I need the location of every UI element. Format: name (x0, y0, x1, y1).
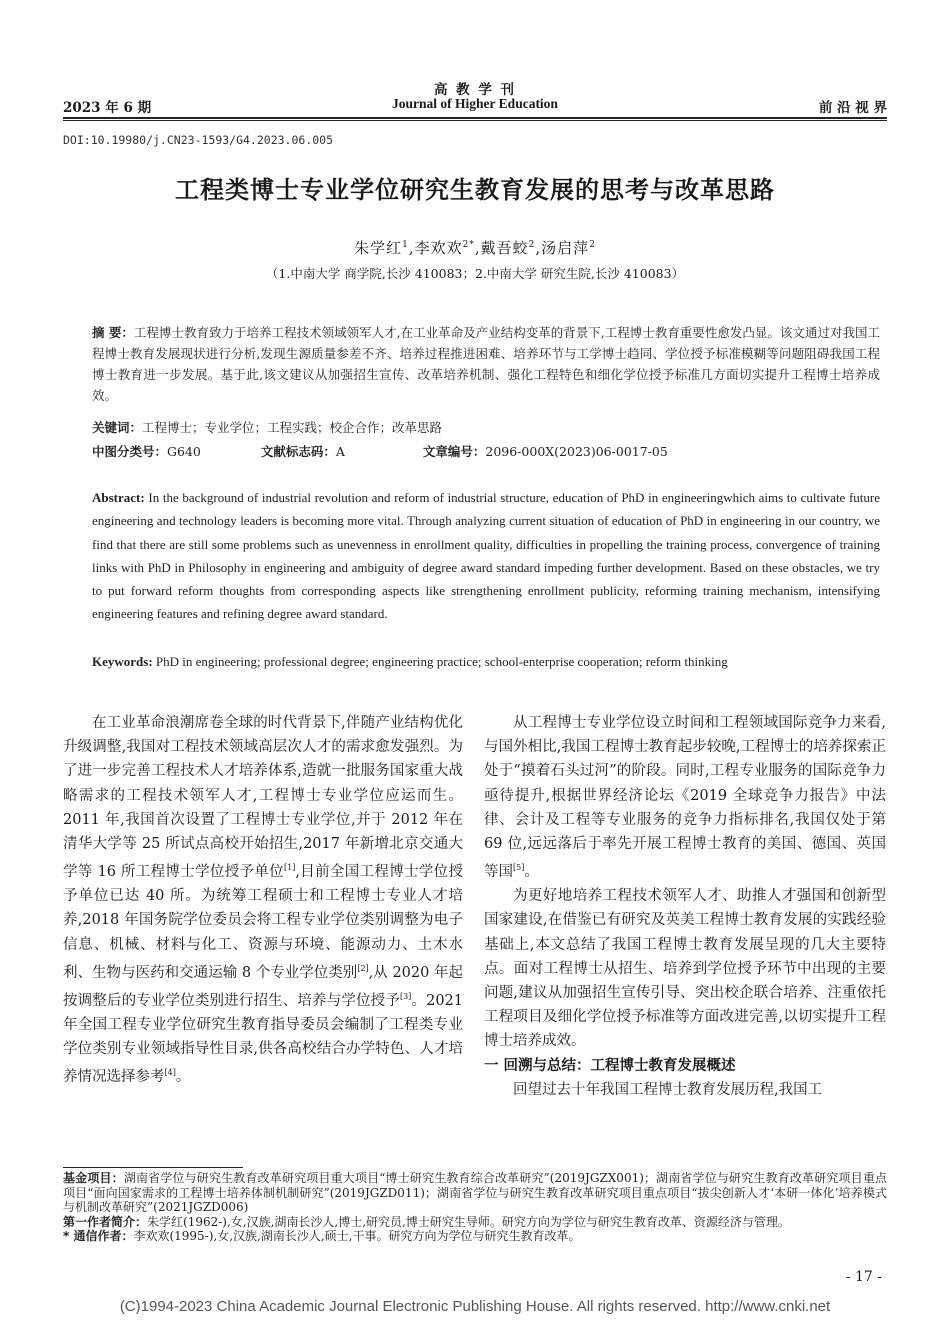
abstract-cn-text: 工程博士教育致力于培养工程技术领域领军人才,在工业革命及产业结构变革的背景下,工程博士教育重要性愈发凸显。该文通过对我国工程博士教育发展现状进行分析,发现生源质量参差不齐、培养过程推进困难、培养环节与工学博士趋同、学位授予标准模糊等问题阻碍我国工程博士教育进一步发展。基于此,该文建议从加强招生宣传、改革培养机制、强化工程特色和细化学位授予标准几方面切实提升工程博士培养成效。 (92, 325, 881, 403)
footnote-rule (63, 1167, 243, 1168)
author-note (63, 1215, 887, 1230)
section-heading: 一 回溯与总结：工程博士教育发展概述 (484, 1057, 736, 1074)
abstract-cn-label: 摘 要： (92, 325, 134, 340)
page-number: - 17 - (845, 1269, 882, 1285)
body-text: 。 (175, 1069, 191, 1086)
citation: [4] (164, 1068, 176, 1078)
classification (92, 441, 880, 462)
author1-label: 第一作者简介： (63, 1214, 148, 1229)
doc-code-value: A (335, 444, 345, 459)
body-paragraph: 回望过去十年我国工程博士教育发展历程,我国工 (513, 1081, 823, 1098)
issue-label: 2023 年 6 期 (63, 100, 152, 116)
header-rule-thin (63, 120, 887, 121)
footnotes (63, 1171, 887, 1244)
corresponding-note (63, 1229, 887, 1244)
keywords-en-label: Keywords: (92, 654, 153, 669)
abstract-en-text: In the background of industrial revolution and reform of industrial structure, education of PhD in engineeringwhich aims to cultivate future engineering and technology leaders is becoming more vital. Through analyzing current situation of education of PhD in engineering in our country, we find that there are still some problems such as unevenness in enrollment quality, difficulties in propelling the training process, convergence of training links with PhD in Philosophy in engineering and ambiguity of degree award standard impeding further development. Based on these obstacles, we try to put forward reform thoughts from corresponding aspects like strengthening enrollment publicity, reforming training mechanism, intensifying engineering features and refining degree award standard. (92, 490, 881, 622)
affiliation: （1.中南大学 商学院,长沙 410083；2.中南大学 研究生院,长沙 410083） (265, 266, 685, 281)
body-paragraph (484, 711, 886, 884)
abstract-cn (92, 322, 880, 406)
article-no-value: 2096-000X(2023)06-0017-05 (485, 444, 668, 459)
body-text: 在工业革命浪潮席卷全球的时代背景下,伴随产业结构优化升级调整,我国对工程技术领域高层次人才的需求愈发强烈。为了进一步完善工程技术人才培养体系,造就一批服务国家重大战略需求的工程技术领军人才,工程博士专业学位应运而生。2011 年,我国首次设置了工程博士专业学位,并于 2012 年在清华大学等 25 所试点高校开始招生,2017 年新增北京交通大学等 16 所工程博士学位授予单位 (63, 715, 463, 881)
keywords-en (92, 650, 880, 673)
abstract-en (92, 486, 880, 626)
citation: [3] (399, 991, 412, 1001)
clc-label: 中图分类号： (92, 444, 168, 459)
doi: DOI:10.19980/j.CN23-1593/G4.2023.06.005 (63, 133, 334, 147)
copyright: (C)1994-2023 China Academic Journal Electronic Publishing House. All rights reserved. http://www.cnki.net (119, 1298, 831, 1315)
citation: [5] (513, 863, 525, 873)
header-rule (63, 117, 887, 119)
fund-label: 基金项目： (63, 1171, 124, 1185)
corr-label: * 通信作者： (63, 1229, 134, 1243)
keywords-cn (92, 417, 880, 438)
doc-code-label: 文献标志码： (260, 444, 336, 459)
corr-text: 李欢欢(1995-),女,汉族,湖南长沙人,硕士,干事。研究方向为学位与研究生教育改革。 (133, 1229, 581, 1243)
citation: [2] (357, 963, 369, 973)
author-name: 朱学红 (354, 239, 403, 257)
clc-value: G640 (167, 444, 201, 459)
author-name: 李欢欢 (414, 239, 463, 257)
keywords-cn-label: 关键词： (92, 420, 143, 435)
article-no-label: 文章编号： (422, 444, 486, 459)
body-text: ,目前全国工程博士学位授予单位已达 40 所。为统筹工程硕士和工程博士专业人才培养,2018 年国务院学位委员会将工程专业学位类别调整为电子信息、机械、材料与化工、资源与环境、能源动力、土木水利、生物与医药和交通运输 8 个专业学位类别 (63, 864, 463, 981)
author-name: 戴吾蛟 (480, 239, 529, 257)
journal-name-cn: 高 教 学 刊 (433, 82, 517, 98)
author-sup: 2* (462, 240, 475, 250)
fund-note (63, 1171, 887, 1215)
body-text: 。 (524, 864, 539, 881)
abstract-en-label: Abstract: (92, 490, 145, 505)
journal-name-en: Journal of Higher Education (392, 96, 558, 111)
author-sup: 2 (528, 240, 536, 250)
author-sup: 1 (402, 240, 409, 250)
fund-text: 湖南省学位与研究生教育改革研究项目重大项目“博士研究生教育综合改革研究”(2019JGZX001)；湖南省学位与研究生教育改革研究项目重点项目“面向国家需求的工程博士培养体制机制研究”(2019JGZD011)；湖南省学位与研究生教育改革研究项目重点项目“拔尖创新人才‘本研一体化’培养模式与机制改革研究”(2021JGZD006) (63, 1171, 887, 1214)
author-sup: 2 (589, 240, 596, 250)
keywords-cn-text: 工程博士；专业学位；工程实践；校企合作；改革思路 (142, 420, 443, 435)
body-left-column (63, 711, 463, 1089)
body-paragraph: 为更好地培养工程技术领军人才、助推人才强国和创新型国家建设,在借鉴已有研究及英美工程博士教育发展的实践经验基础上,本文总结了我国工程博士教育发展呈现的几大主要特点。面对工程博士从招生、培养到学位授予环节中出现的主要问题,建议从加强招生宣传引导、突出校企联合培养、注重依托工程项目及细化学位授予标准等方面改进完善,以切实提升工程博士培养成效。 (484, 888, 886, 1050)
body-text: 。2021 年全国工程专业学位研究生教育指导委员会编制了工程类专业学位类别专业领域指导性目录,供各高校结合办学特色、人才培养情况选择参考 (63, 992, 463, 1086)
citation: [1] (284, 863, 296, 873)
section-label: 前 沿 视 界 (818, 100, 887, 116)
author-name: 汤启萍 (541, 239, 590, 257)
body-right-column (484, 711, 886, 1102)
author1-text: 朱学红(1962-),女,汉族,湖南长沙人,博士,研究员,博士研究生导师。研究方向为学位与研究生教育改革、资源经济与管理。 (147, 1214, 790, 1229)
keywords-en-text: PhD in engineering; professional degree; engineering practice; school-enterprise cooperation; reform thinking (155, 654, 728, 669)
authors: 朱学红$^1$,李欢欢$^{2*}$,戴吾蛟$^2$,汤启萍$^2$ (354, 239, 596, 257)
body-text: 从工程博士专业学位设立时间和工程领域国际竞争力来看,与国外相比,我国工程博士教育起步较晚,工程博士的培养探索正处于“摸着石头过河”的阶段。同时,工程专业服务的国际竞争力亟待提升,根据世界经济论坛《2019 全球竞争力报告》中法律、会计及工程等专业服务的竞争力指标排名,我国仅处于第 69 位,远远落后于率先开展工程博士教育的美国、德国、英国等国 (484, 715, 886, 881)
paper-title: 工程类博士专业学位研究生教育发展的思考与改革思路 (175, 176, 775, 204)
body-text: ,从 2020 年起按调整后的专业学位类别进行招生、培养与学位授予 (63, 964, 463, 1009)
body-paragraph (63, 711, 463, 1089)
